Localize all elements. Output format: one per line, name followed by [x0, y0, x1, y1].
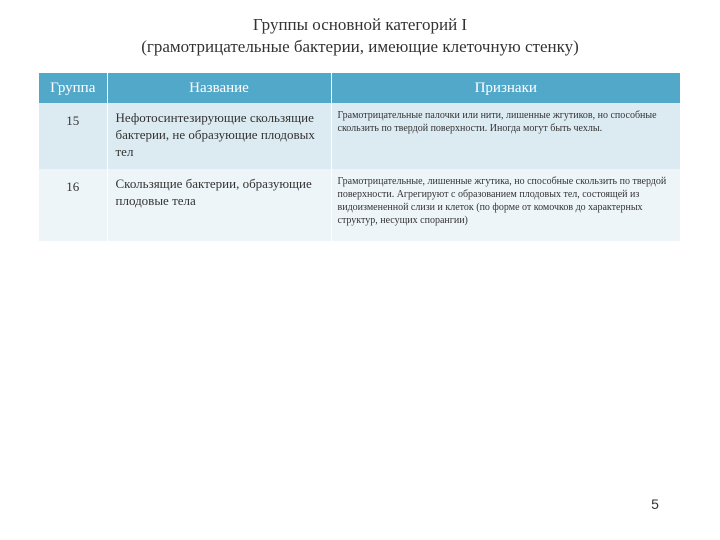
cell-name: Скользящие бактерии, образующие плодовые тела [107, 169, 331, 241]
cell-name: Нефотосинтезирующие скользящие бактерии, не образующие плодовых тел [107, 103, 331, 169]
cell-group: 16 [39, 169, 107, 241]
cell-features: Грамотрицательные палочки или нити, лишенные жгутиков, но способные скользить по твердой поверхности. Иногда могут быть чехлы. [331, 103, 680, 169]
title-line-1: Группы основной категорий I [252, 15, 468, 34]
table-row [39, 169, 680, 241]
bacteria-groups-table [39, 73, 680, 241]
cell-features: Грамотрицательные, лишенные жгутика, но способные скользить по твердой поверхности. Агрегируют с образованием плодовых тел, состоящей из видоизмененной слизи и клеток (по форме от комочков до характерных структур, несущих спорангии) [331, 169, 680, 241]
cell-group: 15 [39, 103, 107, 169]
table-row [39, 103, 680, 169]
table-header-row [39, 73, 680, 103]
title-line-2: (грамотрицательные бактерии, имеющие клеточную стенку) [141, 37, 579, 56]
header-group: Группа [39, 73, 107, 103]
page-number: 5 [651, 496, 659, 512]
header-name: Название [107, 73, 331, 103]
header-features: Признаки [331, 73, 680, 103]
slide-title [40, 14, 680, 58]
